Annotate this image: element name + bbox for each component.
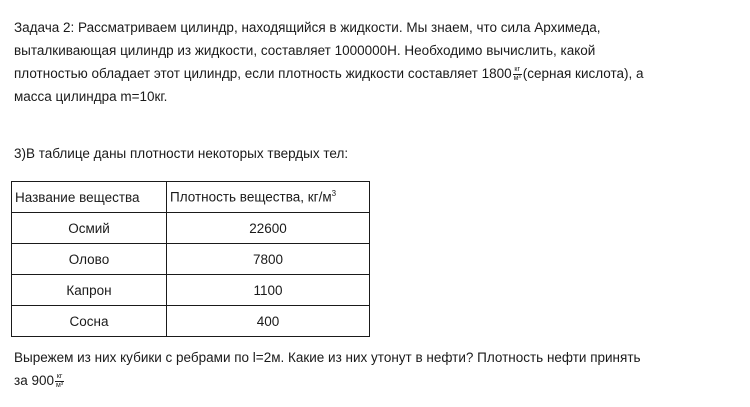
task2-line3: плотностью обладает этот цилиндр, если плотность жидкости составляет 1800 [14, 66, 512, 81]
density-cell: 7800 [167, 244, 370, 275]
substance-cell: Капрон [12, 275, 167, 306]
substance-cell: Олово [12, 244, 167, 275]
header-density: Плотность вещества, $кг/м^3$ [167, 182, 370, 213]
density-cell: 1100 [167, 275, 370, 306]
density-unit-fraction: $\frac{кг}{\text{м³}}$ [513, 65, 521, 82]
task3-heading: 3)В таблице даны плотности некоторых твердых тел: [14, 146, 349, 161]
density-table [11, 181, 370, 337]
table-header-row [12, 182, 370, 213]
task2-line3-end: (серная кислота), а [522, 66, 644, 81]
question-line2: за 900 [14, 373, 54, 388]
header-substance: Название вещества [12, 182, 167, 213]
substance-cell: Сосна [12, 306, 167, 337]
substance-cell: Осмий [12, 213, 167, 244]
table-row [12, 306, 370, 337]
table-row [12, 275, 370, 306]
task3-question [14, 346, 742, 392]
task2-text [14, 16, 742, 108]
question-line1: Вырежем из них кубики с ребрами по l=2м. Какие из них утонут в нефти? Плотность нефти принять [14, 350, 641, 365]
table-row [12, 244, 370, 275]
table-row [12, 213, 370, 244]
task2-line4: масса цилиндра m=10кг. [14, 89, 168, 104]
task2-line2: выталкивающая цилиндр из жидкости, составляет 1000000Н. Необходимо вычислить, какой [14, 43, 596, 58]
density-cell: 400 [167, 306, 370, 337]
task2-line1: Задача 2: Рассматриваем цилиндр, находящийся в жидкости. Мы знаем, что сила Архимеда, [14, 20, 601, 35]
density-cell: 22600 [167, 213, 370, 244]
oil-density-unit-fraction: $\frac{кг}{\text{м³}}$ [55, 372, 64, 389]
